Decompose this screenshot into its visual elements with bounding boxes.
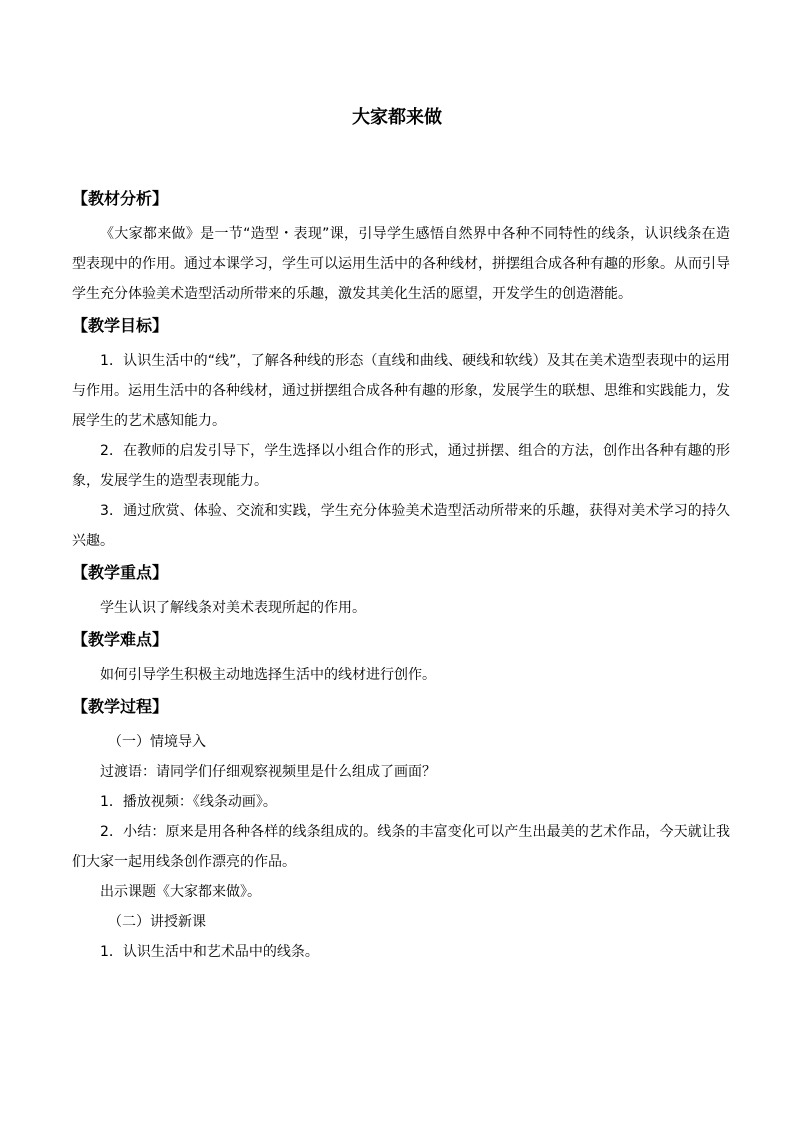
process-step2: 2．小结：原来是用各种各样的线条组成的。线条的丰富变化可以产生出最美的艺术作品，今天就让我们大家一起用线条创作漂亮的作品。: [72, 824, 730, 870]
process-transition: 过渡语：请同学们仔细观察视频里是什么组成了画面？: [100, 764, 436, 780]
teaching-goal-item: 2．在教师的启发引导下，学生选择以小组合作的形式，通过拼摆、组合的方法，创作出各种有趣的形象，发展学生的造型表现能力。: [72, 443, 730, 489]
process-step1: 1．播放视频：《线条动画》。: [100, 794, 277, 810]
teaching-goal-item: 1．认识生活中的“线”，了解各种线的形态（直线和曲线、硬线和软线）及其在美术造型表现中的运用与作用。运用生活中的各种线材，通过拼摆组合成各种有趣的形象，发展学生的联想、思维和实践能力，发展学生的艺术感知能力。: [72, 353, 730, 429]
teaching-goal-item: 3．通过欣赏、体验、交流和实践，学生充分体验美术造型活动所带来的乐趣，获得对美术学习的持久兴趣。: [72, 503, 730, 549]
heading-process: 【教学过程】: [72, 697, 169, 716]
process-part2-step1: 1．认识生活中和艺术品中的线条。: [100, 944, 319, 960]
heading-difficulties: 【教学难点】: [72, 630, 169, 649]
heading-key-points: 【教学重点】: [72, 563, 169, 582]
heading-teaching-goals: 【教学目标】: [72, 316, 169, 335]
material-analysis-text: 《大家都来做》是一节“造型・表现”课，引导学生感悟自然界中各种不同特性的线条，认识线条在造型表现中的作用。通过本课学习，学生可以运用生活中的各种线材，拼摆组合成各种有趣的形象。从而引导学生充分体验美术造型活动所带来的乐趣，激发其美化生活的愿望，开发学生的创造潜能。: [72, 226, 730, 302]
process-part1-title: （一）情境导入: [108, 734, 206, 750]
process-part2-title: （二）讲授新课: [108, 914, 206, 930]
heading-material-analysis: 【教材分析】: [72, 189, 169, 208]
document-title: 大家都来做: [352, 107, 442, 128]
difficulties-text: 如何引导学生积极主动地选择生活中的线材进行创作。: [100, 667, 436, 683]
key-points-text: 学生认识了解线条对美术表现所起的作用。: [100, 600, 366, 616]
process-show-title: 出示课题《大家都来做》。: [100, 884, 261, 900]
document-body: [72, 182, 730, 967]
